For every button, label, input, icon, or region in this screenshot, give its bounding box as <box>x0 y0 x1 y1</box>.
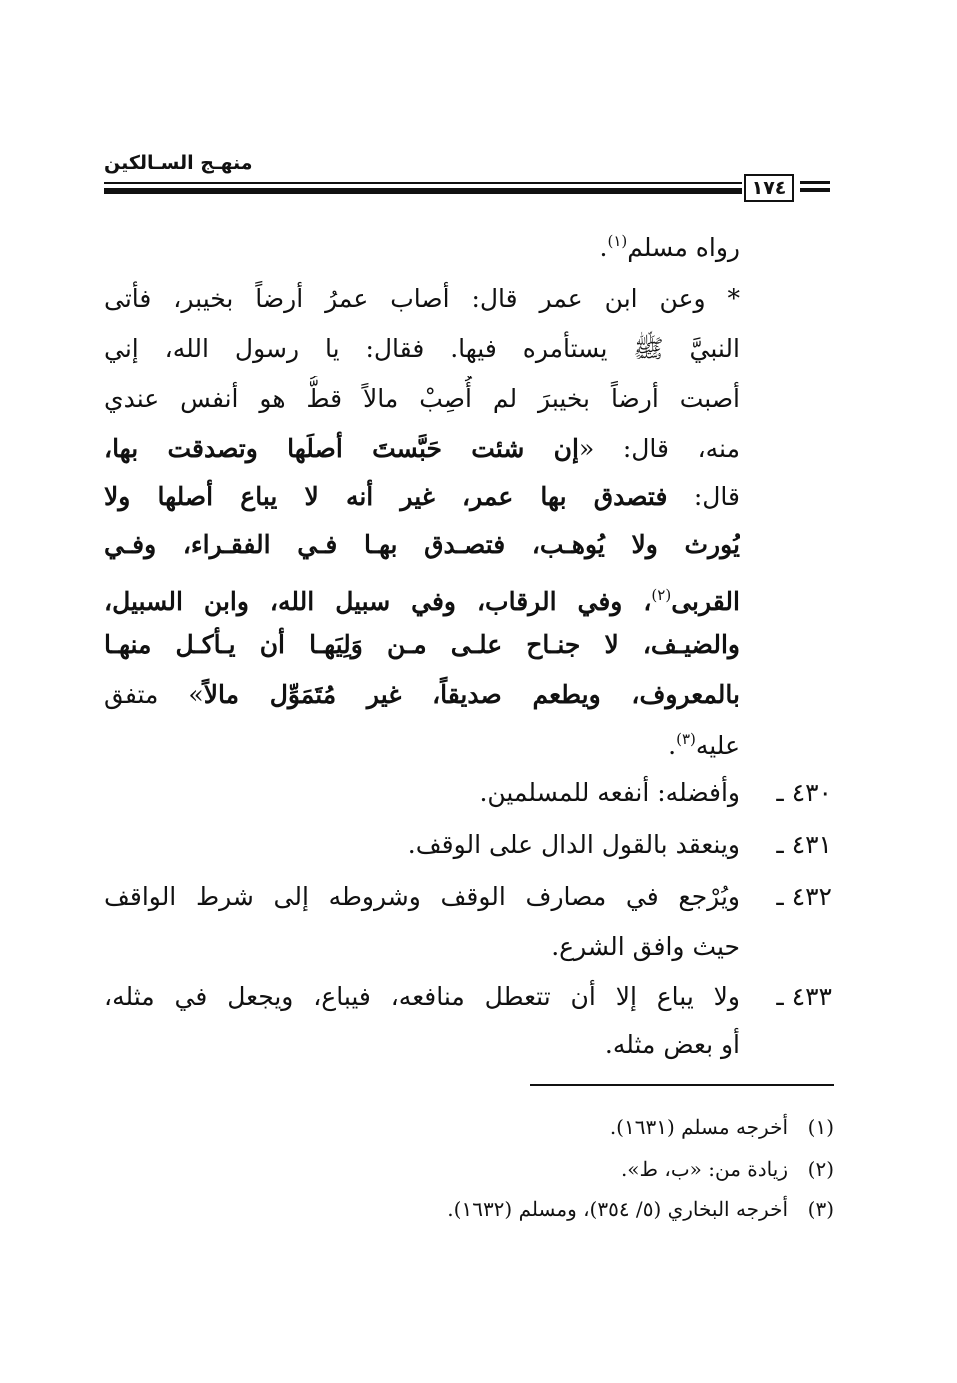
text-segment: رواه مسلم <box>627 233 740 262</box>
item-433-line-2: أو بعض مثله. <box>604 1030 740 1059</box>
header-rule-thin <box>104 182 742 184</box>
footnote-ref-3: (٣) <box>676 730 696 748</box>
text-segment: منه، قال: « <box>578 434 740 463</box>
text-line-7: يُورث ولا يُوهـب، فتصـدق بهـا فـي الفقـراء، وفـي <box>104 530 740 559</box>
hadith-text-bold: إن شئت حَبَّستَ أصلَها وتصدقت بها، <box>104 434 579 463</box>
item-431-line-1: وينعقد بالقول الدال على الوقف. <box>407 830 740 859</box>
text-segment: . <box>668 731 677 760</box>
page-number-box: ١٧٤ <box>744 174 794 202</box>
text-line-11 <box>104 716 740 762</box>
text-line-4: أصبت أرضاً بخيبرَ لم أُصِبْ مالاً قطُّ هو أنفس عندي <box>104 384 740 413</box>
text-segment: قال: <box>667 482 740 511</box>
item-433-line-1: ولا يباع إلا أن تتعطل منافعه، فيباع، ويجعل في مثله، <box>104 982 740 1011</box>
footnote-text: زيادة من: «ب، ط». <box>620 1157 788 1181</box>
hadith-text-bold: بالمعروف، ويطعم صديقاً، غير مُتَمَوِّل مالاً <box>203 680 740 709</box>
item-number-430: ٤٣٠ ـ <box>776 778 832 807</box>
footnote-text: أخرجه البخاري (٥/ ٣٥٤)، ومسلم (١٦٣٢). <box>447 1197 788 1221</box>
text-segment: » متفق <box>104 680 204 709</box>
item-432-line-1: ويُرْجع في مصارف الوقف وشروطه إلى شرط الواقف <box>104 882 740 911</box>
running-header-title: منهـج السـالكين <box>104 152 253 174</box>
item-432-line-2: حيث وافق الشرع. <box>551 932 740 961</box>
footnote-number: (١) <box>807 1115 834 1139</box>
text-segment: عليه <box>695 731 740 760</box>
footnote-2 <box>300 1152 834 1186</box>
text-line-8 <box>104 572 740 618</box>
header-ornament-bottom <box>800 188 830 192</box>
item-number-431: ٤٣١ ـ <box>776 830 832 859</box>
item-number-432: ٤٣٢ ـ <box>776 882 832 911</box>
footnote-ref-2: (٢) <box>651 586 672 604</box>
footnote-text: أخرجه مسلم (١٦٣١). <box>609 1115 788 1139</box>
item-number-433: ٤٣٣ ـ <box>776 982 832 1011</box>
footnote-number: (٢) <box>807 1157 834 1181</box>
footnote-1 <box>300 1110 834 1144</box>
header-rule-thick <box>104 188 742 194</box>
text-line-10 <box>104 672 740 718</box>
text-line-5 <box>104 426 740 472</box>
text-line-2: * وعن ابن عمر قال: أصاب عمرُ أرضاً بخيبر، فأتى <box>104 284 740 313</box>
text-line-1 <box>104 218 740 264</box>
hadith-text-bold: فتصدق بها عمر، غير أنه لا يباع أصلها ولا <box>104 482 668 511</box>
text-line-9: والضيـف، لا جنـاح علـى مـن وَلِيَهـا أن يـأكـل منهـا <box>104 630 740 659</box>
header-ornament-top <box>800 181 830 184</box>
footnote-ref-1: (١) <box>607 232 628 250</box>
text-line-6 <box>104 474 740 520</box>
item-430-line-1: وأفضله: أنفعه للمسلمين. <box>479 778 740 807</box>
footnote-3 <box>300 1192 834 1226</box>
text-segment: ، وفي الرقاب، وفي سبيل الله، وابن السبيل، <box>104 587 652 616</box>
footnote-separator <box>530 1084 834 1086</box>
text-segment: القربى <box>671 587 740 616</box>
footnote-number: (٣) <box>807 1197 834 1221</box>
text-line-3: النبيَّ ﷺ يستأمره فيها. فقال: يا رسول الله، إني <box>104 334 740 363</box>
text-segment: . <box>599 233 608 262</box>
